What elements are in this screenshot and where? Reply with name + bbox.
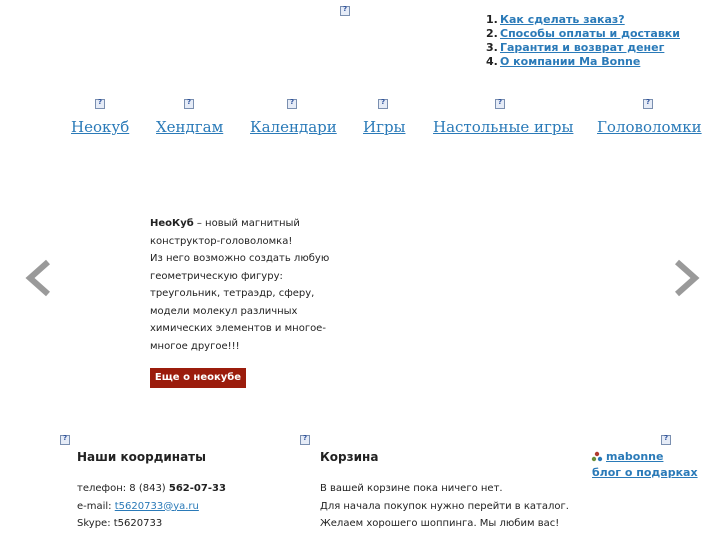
slider-prev-arrow-icon[interactable]: [24, 258, 54, 298]
info-link-item: 4. О компании Ma Bonne: [486, 55, 641, 68]
contacts-title: Наши координаты: [77, 450, 206, 464]
cart-line: В вашей корзине пока ничего нет.: [320, 483, 503, 494]
promo-line: Из него возможно создать любую: [150, 253, 330, 264]
livejournal-user-icon: [591, 451, 603, 463]
promo-description: [150, 215, 330, 355]
contacts-email: e-mail: t5620733@ya.ru: [77, 500, 199, 512]
info-link-item: 1. Как сделать заказ?: [486, 13, 625, 26]
promo-line: НеоКуб – новый магнитный: [150, 218, 300, 229]
promo-brand: НеоКуб: [150, 218, 194, 229]
cart-image-icon: [300, 435, 310, 445]
promo-line: модели молекул различных: [150, 305, 298, 317]
promo-line: конструктор-головоломка!: [150, 235, 293, 247]
blog-image-icon: [661, 435, 671, 445]
promo-line: химических элементов и многое-: [150, 323, 326, 334]
nav-image-neokub-icon: [95, 99, 105, 109]
contacts-image-icon: [60, 435, 70, 445]
info-link-item: 2. Способы оплаты и доставки: [486, 27, 680, 40]
nav-link-calendars[interactable]: Календари: [250, 118, 337, 136]
nav-link-neokub[interactable]: Неокуб: [71, 118, 130, 136]
promo-line: треугольник, тетраэдр, сферу,: [150, 288, 315, 299]
slider-next-arrow-icon[interactable]: [671, 258, 701, 298]
info-link-item: 3. Гарантия и возврат денег: [486, 41, 665, 54]
cart-title: Корзина: [320, 450, 379, 464]
cart-info: [320, 480, 569, 533]
nav-image-puzzles-icon: [643, 99, 653, 109]
info-link-how-to-order[interactable]: Как сделать заказ?: [500, 13, 625, 26]
cart-line: Желаем хорошего шоппинга. Мы любим вас!: [320, 518, 560, 529]
contacts-info: [77, 480, 226, 533]
nav-image-boardgames-icon: [495, 99, 505, 109]
contacts-phone: телефон: 8 (843) 562-07-33: [77, 483, 226, 494]
info-link-about[interactable]: О компании Ma Bonne: [500, 55, 641, 68]
info-link-guarantee[interactable]: Гарантия и возврат денег: [500, 41, 665, 54]
blog-user-link[interactable]: mabonne: [606, 450, 664, 463]
email-link[interactable]: t5620733@ya.ru: [114, 500, 199, 512]
info-links-list: [486, 13, 680, 69]
header-image-placeholder-icon: [340, 6, 350, 16]
nav-image-handgum-icon: [184, 99, 194, 109]
nav-link-handgum[interactable]: Хендгам: [156, 118, 224, 136]
nav-link-games[interactable]: Игры: [363, 118, 406, 136]
info-link-payment-delivery[interactable]: Способы оплаты и доставки: [500, 27, 680, 40]
contacts-skype: Skype: t5620733: [77, 518, 163, 529]
promo-line: геометрическую фигуру:: [150, 270, 283, 282]
blog-gifts-link[interactable]: блог о подарках: [592, 466, 698, 479]
nav-image-calendars-icon: [287, 99, 297, 109]
nav-image-games-icon: [378, 99, 388, 109]
more-about-neokub-button[interactable]: Еще о неокубе: [150, 368, 246, 388]
nav-link-board-games[interactable]: Настольные игры: [433, 118, 574, 136]
nav-link-puzzles[interactable]: Головоломки: [597, 118, 702, 136]
promo-line: многое другое!!!: [150, 340, 240, 352]
cart-line: Для начала покупок нужно перейти в каталог.: [320, 500, 569, 512]
